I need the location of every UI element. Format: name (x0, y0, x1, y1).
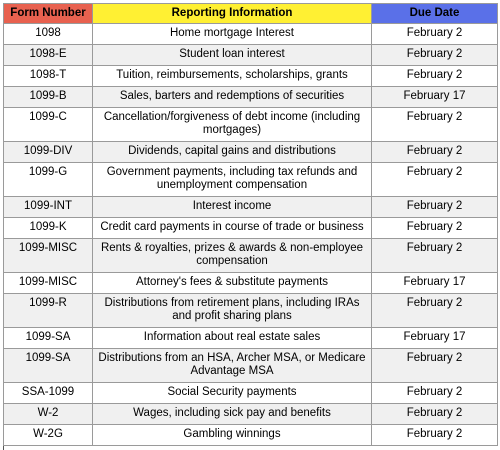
due-date-cell: February 2 (372, 24, 498, 45)
form-number-header: Form Number (4, 4, 93, 24)
reporting-info-cell: Attorney's fees & substitute payments (93, 273, 372, 294)
table-row (4, 239, 498, 273)
due-date-cell: February 2 (372, 383, 498, 404)
due-date-cell: February 2 (372, 294, 498, 328)
due-date-cell: February 2 (372, 45, 498, 66)
reporting-info-cell: Government payments, including tax refunds and unemployment compensation (93, 163, 372, 197)
due-date-cell: February 2 (372, 142, 498, 163)
form-number-cell: 1099-MISC (4, 273, 93, 294)
reporting-info-cell: Credit card payments in course of trade or business (93, 218, 372, 239)
form-number-cell: 1099-R (4, 294, 93, 328)
reporting-info-cell: Information about real estate sales (93, 328, 372, 349)
table-row (4, 24, 498, 45)
reporting-info-cell: Sales, barters and redemptions of securities (93, 87, 372, 108)
form-number-cell: 1099-MISC (4, 239, 93, 273)
reporting-information-header: Reporting Information (93, 4, 372, 24)
reporting-info-cell: Tuition, reimbursements, scholarships, grants (93, 66, 372, 87)
form-number-cell: 1099-K (4, 218, 93, 239)
due-date-cell: February 2 (372, 218, 498, 239)
table-row (4, 273, 498, 294)
reporting-info-cell: Student loan interest (93, 45, 372, 66)
reporting-info-cell: Home mortgage Interest (93, 24, 372, 45)
tax-forms-table (3, 3, 498, 446)
table-row (4, 294, 498, 328)
table-row (4, 349, 498, 383)
table-row (4, 45, 498, 66)
table-row (4, 142, 498, 163)
form-number-cell: 1099-C (4, 108, 93, 142)
reporting-info-cell: Cancellation/forgiveness of debt income (including mortgages) (93, 108, 372, 142)
form-number-cell: W-2 (4, 404, 93, 425)
due-date-cell: February 2 (372, 66, 498, 87)
form-number-cell: W-2G (4, 425, 93, 446)
reporting-info-cell: Interest income (93, 197, 372, 218)
due-date-header: Due Date (372, 4, 498, 24)
reporting-info-cell: Rents & royalties, prizes & awards & non-employee compensation (93, 239, 372, 273)
table-row (4, 108, 498, 142)
due-date-cell: February 17 (372, 328, 498, 349)
due-date-cell: February 17 (372, 87, 498, 108)
reporting-info-cell: Distributions from an HSA, Archer MSA, or Medicare Advantage MSA (93, 349, 372, 383)
due-date-cell: February 2 (372, 197, 498, 218)
reporting-info-cell: Social Security payments (93, 383, 372, 404)
reporting-info-cell: Dividends, capital gains and distributions (93, 142, 372, 163)
due-date-cell: February 2 (372, 239, 498, 273)
due-date-cell: February 2 (372, 108, 498, 142)
due-date-cell: February 2 (372, 404, 498, 425)
table-row (4, 66, 498, 87)
form-number-cell: 1099-G (4, 163, 93, 197)
form-number-cell: SSA-1099 (4, 383, 93, 404)
form-number-cell: 1098 (4, 24, 93, 45)
form-number-cell: 1099-INT (4, 197, 93, 218)
table-row (4, 383, 498, 404)
reporting-info-cell: Distributions from retirement plans, including IRAs and profit sharing plans (93, 294, 372, 328)
table-row (4, 425, 498, 446)
form-number-cell: 1099-SA (4, 349, 93, 383)
form-number-cell: 1099-SA (4, 328, 93, 349)
table-row (4, 404, 498, 425)
form-number-cell: 1098-E (4, 45, 93, 66)
reporting-info-cell: Wages, including sick pay and benefits (93, 404, 372, 425)
table-row (4, 87, 498, 108)
corner-tick-mark (3, 446, 4, 450)
form-number-cell: 1099-B (4, 87, 93, 108)
table-row (4, 328, 498, 349)
due-date-cell: February 17 (372, 273, 498, 294)
header-row (4, 4, 498, 24)
table-row (4, 218, 498, 239)
form-number-cell: 1099-DIV (4, 142, 93, 163)
form-number-cell: 1098-T (4, 66, 93, 87)
reporting-info-cell: Gambling winnings (93, 425, 372, 446)
due-date-cell: February 2 (372, 163, 498, 197)
table-row (4, 163, 498, 197)
table-row (4, 197, 498, 218)
due-date-cell: February 2 (372, 425, 498, 446)
due-date-cell: February 2 (372, 349, 498, 383)
